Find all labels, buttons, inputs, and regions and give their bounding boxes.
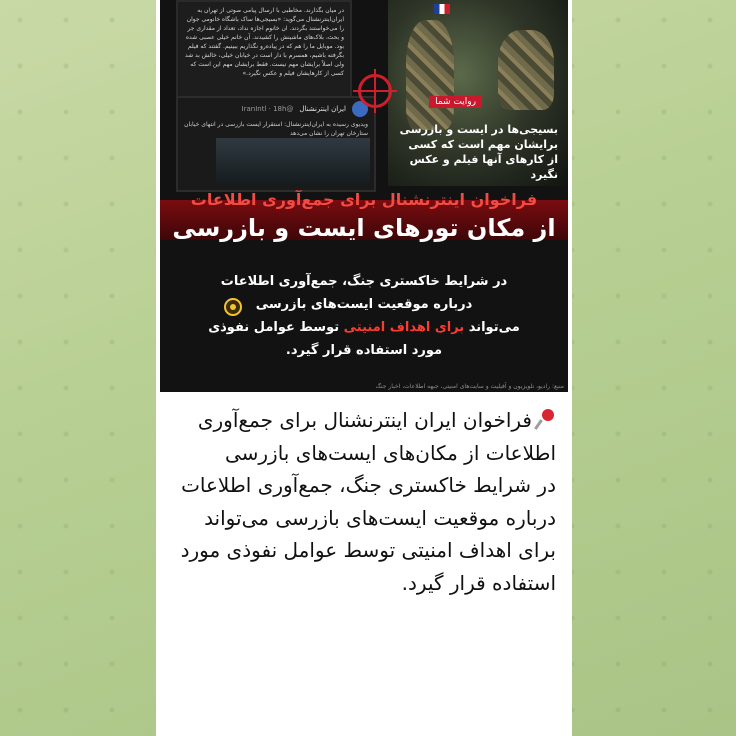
photo-caption: بسیجی‌ها در ایست و بازرسی برایشان مهم است که کسی از کارهای آنها فیلم و عکس نگیرد xyxy=(399,123,558,181)
post-image[interactable] xyxy=(160,0,568,392)
image-body-line: مورد استفاده قرار گیرد. xyxy=(285,343,443,358)
image-body-text xyxy=(200,270,528,362)
tweet-author: ایران اینترنشنال xyxy=(299,105,346,113)
tweet-header xyxy=(184,102,368,116)
message-caption-text: فراخوان ایران اینترنشنال برای جمع‌آوری اطلاعات از مکان‌های ایست‌های بازرسی در شرایط خاکستری جنگ، جمع‌آوری اطلاعات درباره موقعیت ایست‌های بازرسی می‌تواند برای اهداف امنیتی توسط عوامل نفوذی مورد استفاده قرار گیرد. xyxy=(180,408,556,595)
image-body-fragment: می‌تواند xyxy=(464,320,520,335)
soldiers-photo xyxy=(388,0,568,186)
tweet-video-thumbnail xyxy=(216,138,370,186)
tweet-body: ویدیوی رسیده به ایران‌اینترنشنال: استقرار ایست بازرسی در انتهای خیابان ستارخان تهران را نشان می‌دهد xyxy=(184,121,368,137)
image-body-line: درباره موقعیت ایست‌های بازرسی xyxy=(255,297,473,312)
message-caption xyxy=(170,404,556,600)
image-body-line xyxy=(200,316,528,339)
tweet-handle: @IranIntl · 18h xyxy=(241,105,294,113)
gold-crosshair-icon xyxy=(224,298,242,316)
france-flag-icon xyxy=(434,4,450,14)
your-story-tag: روایت شما xyxy=(429,96,482,108)
image-source-footer: منبع: رادیو، تلویزیون و آفیلیت و سایت‌های امنیتی، جبهه اطلاعات، اخبار جنگ xyxy=(375,383,564,390)
soldier-figure xyxy=(406,20,454,130)
soldier-figure xyxy=(498,30,554,110)
headline-top: فراخوان اینترنشنال برای جمع‌آوری اطلاعات xyxy=(190,190,538,209)
headline-main: از مکان تورهای ایست و بازرسی xyxy=(172,214,556,242)
pushpin-icon xyxy=(534,407,556,429)
screenshot-tweet-text: در میان بگذارند. مخاطبی با ارسال پیامی صوتی از تهران به ایران‌اینترنشنال می‌گوید: «بسیجی‌ها ساک باشگاه خانومی جوان را می‌خواستند بگردند. ان خانوم اجازه نداد، تعداد از مقداری جر و بحث، بلاک‌های ماشینش را کشیدند. آن خانم خیلی عصبی شده بود. موبایل ما را هم که در پیاده‌رو نگذاریم ببینیم. گفتند که فیلم بگرفته باشیم، همسرم با دار است در خیابان خیلی، خالش بد شد ولی اصلاً برایشان مهم نیست. فقط برایشان مهم این است که کسی از کارهایشان فیلم و عکس نگیرد.» xyxy=(176,0,352,102)
screenshot-tweet-card xyxy=(176,96,376,192)
image-body-highlight: برای اهداف امنیتی xyxy=(343,320,465,335)
image-body-line: در شرایط خاکستری جنگ، جمع‌آوری اطلاعات xyxy=(220,274,508,289)
image-body-fragment: توسط عوامل نفوذی xyxy=(208,320,344,335)
message-bubble[interactable] xyxy=(156,0,572,736)
crosshair-target-icon xyxy=(358,74,392,108)
